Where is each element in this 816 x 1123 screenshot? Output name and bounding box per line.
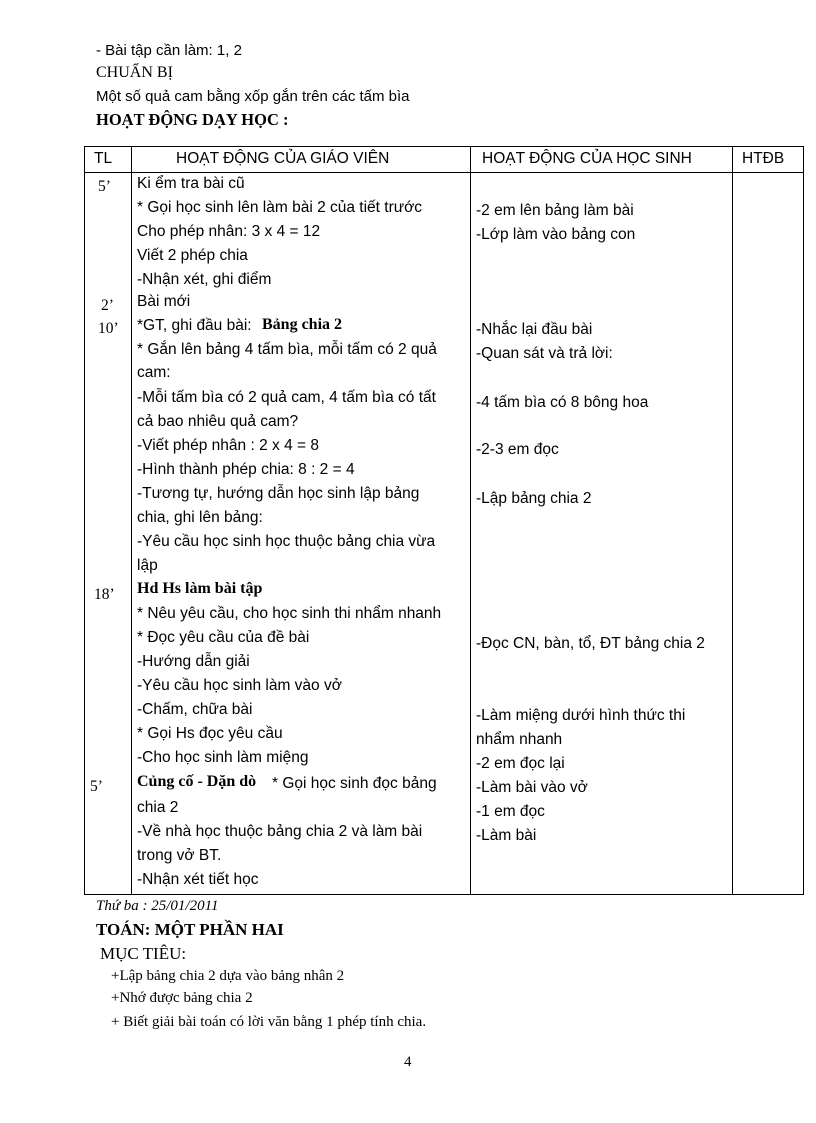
table-header-divider [84, 172, 804, 173]
student-line: -Làm miệng dưới hình thức thi [476, 707, 686, 724]
teacher-line: -Hình thành phép chia: 8 : 2 = 4 [137, 461, 355, 478]
objective-item: +Lập bảng chia 2 dựa vào bảng nhân 2 [111, 968, 345, 984]
teacher-line: -Hướng dẫn giải [137, 653, 250, 670]
teacher-line: *GT, ghi đầu bài: [137, 317, 252, 334]
prep-text: Một số quả cam bằng xốp gắn trên các tấm bìa [96, 88, 410, 105]
review-heading: Củng cố - Dặn dò [137, 773, 257, 790]
table-col-line [84, 146, 85, 895]
teacher-line: * Gắn lên bảng 4 tấm bìa, mỗi tấm có 2 quả [137, 341, 437, 358]
student-line: -Làm bài [476, 827, 537, 844]
teacher-line: chia 2 [137, 799, 179, 816]
time-cell: 10’ [98, 320, 119, 337]
teacher-line: * Gọi học sinh lên làm bài 2 của tiết trước [137, 199, 423, 216]
teacher-line: -Nhận xét tiết học [137, 871, 259, 888]
teacher-line: -Mỗi tấm bìa có 2 quả cam, 4 tấm bìa có tất [137, 389, 436, 406]
student-line: -Đọc CN, bàn, tổ, ĐT bảng chia 2 [476, 635, 705, 652]
table-bottom-border [84, 894, 804, 895]
student-line: -1 em đọc [476, 803, 545, 820]
exercises-line: - Bài tập cần làm: 1, 2 [96, 42, 242, 59]
teacher-line: -Cho học sinh làm miệng [137, 749, 309, 766]
student-line: -Lớp làm vào bảng con [476, 226, 636, 243]
teacher-line: cả bao nhiêu quả cam? [137, 413, 299, 430]
student-line: -4 tấm bìa có 8 bông hoa [476, 394, 649, 411]
table-top-border [84, 146, 804, 147]
exercise-heading: Hd Hs làm bài tập [137, 580, 263, 597]
student-line: -Quan sát và trả lời: [476, 345, 613, 362]
teacher-line: Ki ểm tra bài cũ [137, 175, 245, 192]
teacher-line: Viết 2 phép chia [137, 247, 248, 264]
teacher-line: -Viết phép nhân : 2 x 4 = 8 [137, 437, 319, 454]
page-number: 4 [404, 1054, 412, 1070]
table-col-line [131, 146, 132, 895]
student-line: -2 em đọc lại [476, 755, 565, 772]
time-cell: 5’ [98, 178, 111, 195]
objective-item: + Biết giải bài toán có lời văn bằng 1 phép tính chia. [111, 1014, 427, 1030]
teacher-line: * Đọc yêu cầu của đề bài [137, 629, 310, 646]
teacher-line: -Yêu cầu học sinh làm vào vở [137, 677, 342, 694]
header-tl: TL [94, 150, 113, 167]
student-line: -2-3 em đọc [476, 441, 559, 458]
teacher-line: * Gọi học sinh đọc bảng [272, 775, 437, 792]
student-line: nhẩm nhanh [476, 731, 563, 748]
objective-item: +Nhớ được bảng chia 2 [111, 990, 253, 1006]
teacher-line: -Về nhà học thuộc bảng chia 2 và làm bài [137, 823, 423, 840]
table-col-line [732, 146, 733, 895]
header-teacher: HOẠT ĐỘNG CỦA GIÁO VIÊN [176, 150, 390, 167]
teacher-line: -Tương tự, hướng dẫn học sinh lập bảng [137, 485, 420, 502]
teacher-line: Cho phép nhân: 3 x 4 = 12 [137, 223, 321, 240]
teacher-line: -Yêu cầu học sinh học thuộc bảng chia vừa [137, 533, 436, 550]
teacher-line: -Nhận xét, ghi điểm [137, 271, 272, 288]
teacher-line: * Nêu yêu cầu, cho học sinh thi nhẩm nhanh [137, 605, 442, 622]
teacher-line: -Chấm, chữa bài [137, 701, 253, 718]
header-htdb: HTĐB [742, 150, 785, 167]
time-cell: 18’ [94, 586, 115, 603]
student-line: -Nhắc lại đầu bài [476, 321, 593, 338]
teacher-line: trong vở BT. [137, 847, 222, 864]
table-col-line [470, 146, 471, 895]
teacher-line: Bài mới [137, 293, 191, 310]
teacher-line: chia, ghi lên bảng: [137, 509, 263, 526]
student-line: -Làm bài vào vở [476, 779, 588, 796]
lesson-name: Bảng chia 2 [262, 316, 343, 333]
prep-heading: CHUẨN BỊ [96, 64, 173, 81]
teacher-line: cam: [137, 364, 171, 381]
lesson-date: Thứ ba : 25/01/2011 [96, 898, 219, 914]
objectives-heading: MỤC TIÊU: [100, 944, 187, 963]
table-col-line [803, 146, 804, 895]
teacher-line: lập [137, 557, 158, 574]
student-line: -2 em lên bảng làm bài [476, 202, 634, 219]
student-line: -Lập bảng chia 2 [476, 490, 592, 507]
time-cell: 5’ [90, 778, 103, 795]
lesson-title: TOÁN: MỘT PHẦN HAI [96, 920, 284, 939]
activities-heading: HOẠT ĐỘNG DẠY HỌC : [96, 110, 289, 129]
time-cell: 2’ [101, 297, 114, 314]
header-student: HOẠT ĐỘNG CỦA HỌC SINH [482, 150, 692, 167]
teacher-line: * Gọi Hs đọc yêu cầu [137, 725, 283, 742]
